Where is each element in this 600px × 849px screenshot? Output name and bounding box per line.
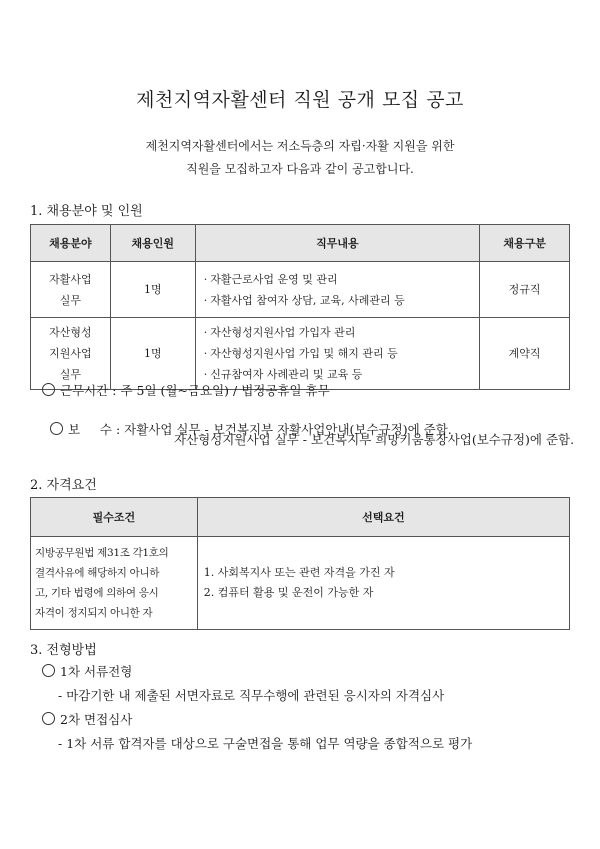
bullet: · [203,368,208,381]
intro-line: 직원을 모집하고자 다음과 같이 공고합니다. [186,162,414,176]
count-cell: 1명 [110,318,195,390]
bullet: · [203,272,208,286]
required-cell [31,537,198,630]
table-header-row [31,498,570,537]
stage1-desc: - 마감기한 내 제출된 서면자료로 직무수행에 관련된 응시자의 자격심사 [58,688,445,703]
field-text: 자활사업 [49,272,92,286]
intro-line: 제천지역자활센터에서는 저소득층의 자립·자활 지원을 위한 [145,139,455,153]
type-cell: 정규직 [480,262,570,318]
optional-cell [197,537,569,630]
table-header-cell: 직무내용 [195,225,479,262]
circle-bullet-icon [42,383,55,396]
bullet: · [203,347,208,360]
field-cell [31,262,111,318]
table-header-row [31,225,570,262]
duty-text: 자활근로사업 운영 및 관리 [210,272,338,286]
table-header-cell: 채용분야 [31,225,111,262]
duty-text: 자활사업 참여자 상담, 교육, 사례관리 등 [210,293,405,307]
table-row [31,262,570,318]
stage1-label: 1차 서류전형 [60,664,133,679]
intro-paragraph [0,135,600,181]
duty-text: 자산형성지원사업 가입 및 해지 관리 등 [210,347,398,360]
table-header-cell: 선택요건 [197,498,569,537]
type-cell: 계약직 [480,318,570,390]
field-text: 자산형성 [49,326,92,339]
field-text: 지원사업 [49,347,92,360]
required-text: 지방공무원법 제31조 각1호의 [35,547,169,559]
duty-item [204,290,478,311]
table-row [31,318,570,390]
duty-item [204,343,478,364]
circle-bullet-icon [42,664,55,677]
table-header-cell: 필수조건 [31,498,198,537]
bullet: · [203,293,208,307]
positions-table [30,224,570,390]
table-row [31,537,570,630]
qualifications-table [30,497,570,630]
duty-text: 자산형성지원사업 가입자 관리 [210,326,356,339]
field-text: 실무 [59,293,82,307]
duty-text: 신규참여자 사례관리 및 교육 등 [210,368,363,381]
stage2-label: 2차 면접심사 [60,712,133,727]
stage1-item [42,662,132,680]
pay-note-line2: 자산형성지원사업 실무 - 보건복지부 희망키움통장사업(보수규정)에 준함. [174,432,575,447]
required-text: 자격이 정지되지 아니한 자 [35,607,153,619]
count-cell: 1명 [110,262,195,318]
optional-item: 2. 컴퓨터 활용 및 운전이 가능한 자 [203,586,374,599]
work-hours-text: 근무시간 : 주 5일 (월~금요일) / 법정공휴일 휴무 [60,383,330,398]
stage2-desc: - 1차 서류 합격자를 대상으로 구술면접을 통해 업무 역량을 종합적으로 평가 [58,736,473,751]
stage2-item [42,710,132,728]
duty-item [204,322,478,343]
duty-cell [195,318,479,390]
required-text: 결격사유에 해당하지 아니하 [35,567,160,579]
bullet: · [203,326,208,339]
table-header-cell: 채용구분 [480,225,570,262]
required-text: 고, 기타 법령에 의하여 응시 [35,587,159,599]
circle-bullet-icon [50,422,63,435]
field-text: 실무 [59,368,82,381]
section-heading-positions: 1. 채용분야 및 인원 [30,204,143,219]
page-title: 제천지역자활센터 직원 공개 모집 공고 [136,89,464,111]
section-heading-qualifications: 2. 자격요건 [30,478,97,493]
field-cell [31,318,111,390]
table-header-cell: 채용인원 [110,225,195,262]
circle-bullet-icon [42,712,55,725]
section-heading-selection: 3. 전형방법 [30,643,97,658]
work-hours-note [42,381,330,399]
pay-label: 보 수 : [67,422,125,437]
optional-item: 1. 사회복지사 또는 관련 자격을 가진 자 [203,566,395,579]
duty-item [204,269,478,290]
pay-text: 자활사업 실무 - 보건복지부 자활사업안내(보수규정)에 준함. [124,422,452,437]
duty-cell [195,262,479,318]
